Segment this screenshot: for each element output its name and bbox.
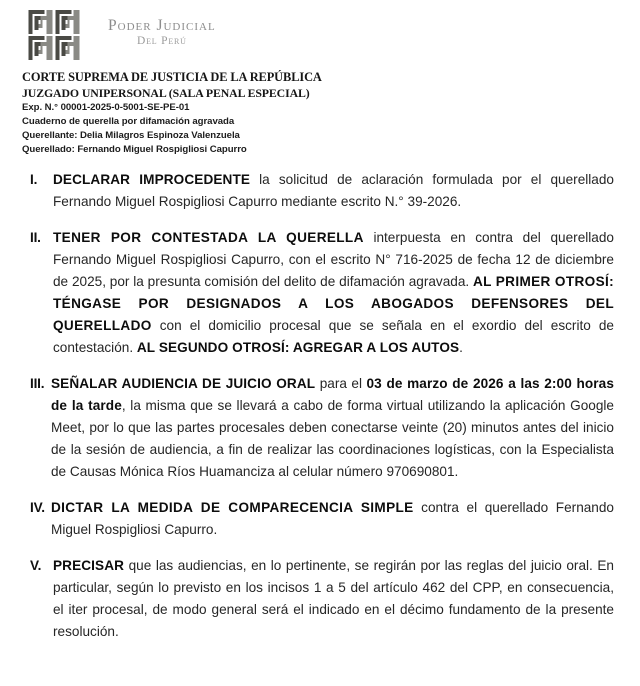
item-text: interpuesta en contra del querellado Fernando Miguel Rospigliosi Capurro, con el escrito N° 716-2025 de fecha 12 de diciembre de 2025, por la presunta comisión del delito de difamación agravada. bbox=[53, 230, 614, 290]
resolution-item-iii bbox=[30, 373, 614, 483]
court-chamber-line: JUZGADO UNIPERSONAL (SALA PENAL ESPECIAL) bbox=[22, 85, 310, 100]
wordmark-line-del-peru: Del Perú bbox=[136, 35, 187, 48]
item-hearing-datetime-bold: 03 de marzo de 2026 a las 2:00 horas de la tarde bbox=[51, 376, 615, 414]
item-otrosi-primero-bold: AL PRIMER OTROSÍ: TÉNGASE POR DESIGNADOS A LOS ABOGADOS DEFENSORES DEL QUERELLADO bbox=[53, 274, 614, 334]
item-body bbox=[51, 497, 614, 541]
querellante-name: Querellante: Delia Milagros Espinoza Valenzuela bbox=[22, 130, 240, 141]
letterhead bbox=[0, 0, 640, 62]
case-header-block bbox=[0, 62, 640, 156]
item-numeral: II. bbox=[30, 230, 41, 246]
item-numeral: IV. bbox=[30, 500, 45, 516]
wordmark-line-poder-judicial: Poder Judicial bbox=[108, 17, 216, 34]
querellado-name: Querellado: Fernando Miguel Rospigliosi Capurro bbox=[22, 143, 247, 155]
logo-quadrant-bottom-right bbox=[55, 36, 80, 60]
item-numeral: I. bbox=[30, 172, 38, 188]
resolution-item-v bbox=[30, 555, 614, 643]
logo-quadrant-top-right bbox=[55, 10, 80, 34]
item-numeral: V. bbox=[30, 558, 42, 574]
item-text: que las audiencias, en lo pertinente, se regirán por las reglas del juicio oral. En particular, según lo previsto en los incisos 1 a 5 del artículo 462 del CPP, en consecuencia, el iter procesal, de modo general será el indicado en el décimo fundamento de la presente resolución. bbox=[53, 558, 614, 640]
item-body bbox=[53, 555, 614, 643]
item-body bbox=[51, 373, 614, 483]
item-lead-bold: SEÑALAR AUDIENCIA DE JUICIO ORAL bbox=[51, 376, 316, 392]
item-otrosi-segundo-bold: AL SEGUNDO OTROSÍ: AGREGAR A LOS AUTOS bbox=[136, 340, 460, 356]
court-name-line: CORTE SUPREMA DE JUSTICIA DE LA REPÚBLICA bbox=[22, 70, 322, 84]
item-text: para el bbox=[315, 376, 367, 392]
poder-judicial-pj-monogram-icon bbox=[28, 10, 80, 60]
logo-quadrant-bottom-left bbox=[28, 36, 53, 60]
resolution-list bbox=[0, 169, 640, 643]
item-text-2: con el domicilio procesal que se señala en el exordio del escrito de contestación. bbox=[53, 318, 614, 356]
resolution-item-ii bbox=[30, 227, 614, 359]
item-body bbox=[53, 227, 614, 359]
item-lead-bold: PRECISAR bbox=[53, 558, 125, 574]
item-lead-bold: TENER POR CONTESTADA LA QUERELLA bbox=[53, 230, 364, 246]
item-text: la solicitud de aclaración formulada por el querellado Fernando Miguel Rospigliosi Capurro mediante escrito N.° 39-2026. bbox=[53, 172, 614, 210]
institution-wordmark bbox=[108, 10, 216, 47]
resolution-item-i bbox=[30, 169, 614, 213]
item-text-2: , la misma que se llevará a cabo de forma virtual utilizando la aplicación Google Meet, por lo que las partes procesales deben conectarse veinte (20) minutos antes del inicio de la sesión de audiencia, a fin de realizar las coordinaciones logísticas, con la Especialista de Causas Mónica Ríos Huamanciza al celular número 970690801. bbox=[51, 398, 614, 480]
expediente-number: Exp. N.° 00001-2025-0-5001-SE-PE-01 bbox=[22, 102, 190, 114]
cuaderno-description: Cuaderno de querella por difamación agravada bbox=[22, 116, 235, 128]
item-body bbox=[53, 169, 614, 213]
item-lead-bold: DECLARAR IMPROCEDENTE bbox=[53, 172, 251, 188]
item-lead-bold: DICTAR LA MEDIDA DE COMPARECENCIA SIMPLE bbox=[51, 500, 414, 516]
item-numeral: III. bbox=[30, 376, 45, 392]
item-text: contra el querellado Fernando Miguel Rospigliosi Capurro. bbox=[51, 500, 614, 538]
logo-quadrant-top-left bbox=[28, 10, 53, 34]
item-text-3: . bbox=[459, 340, 463, 356]
resolution-item-iv bbox=[30, 497, 614, 541]
